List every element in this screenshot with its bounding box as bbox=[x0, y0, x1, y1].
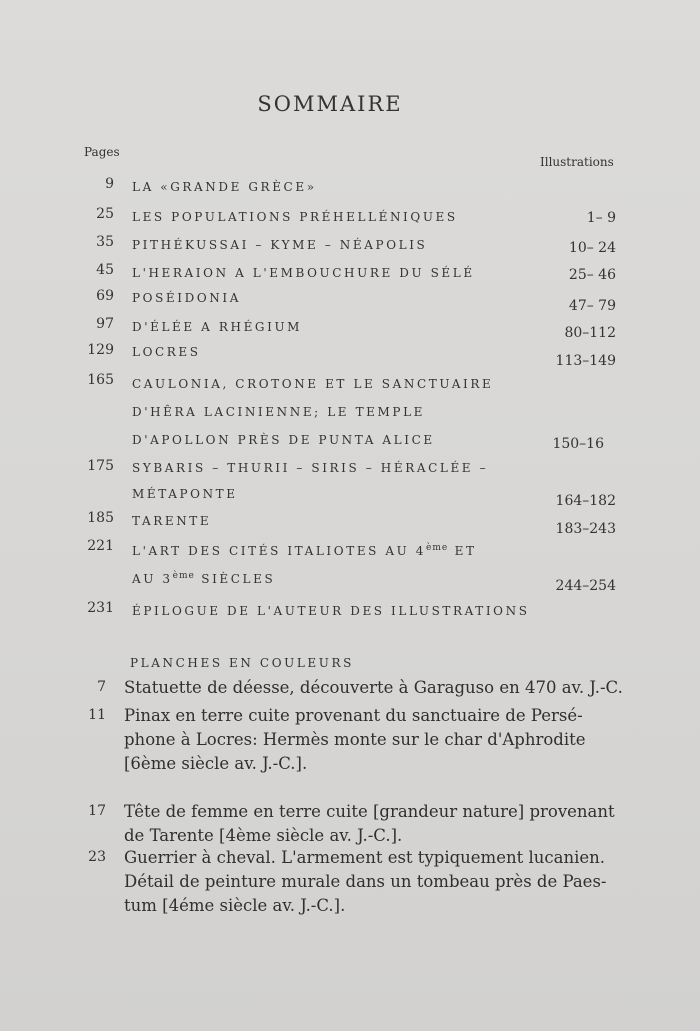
toc-entry bbox=[0, 510, 700, 537]
toc-illustrations: 164–182 bbox=[555, 493, 616, 509]
toc-page-number: 175 bbox=[87, 458, 114, 474]
toc-page-number: 97 bbox=[96, 316, 114, 332]
plate-line: tum [4éme siècle av. J.-C.]. bbox=[124, 896, 346, 915]
plate-description bbox=[124, 846, 614, 918]
toc-illustrations: 80–112 bbox=[564, 325, 616, 341]
toc-entry bbox=[0, 206, 700, 230]
toc-page-number: 69 bbox=[96, 288, 114, 304]
toc-entry bbox=[0, 234, 700, 258]
illustrations-column-header: Illustrations bbox=[540, 155, 614, 169]
toc-title-text: ET bbox=[448, 544, 477, 558]
toc-title: ÉPILOGUE DE L'AUTEUR DES ILLUSTRATIONS bbox=[132, 604, 530, 618]
pages-column-header: Pages bbox=[84, 145, 120, 159]
plate-line: Détail de peinture murale dans un tombeau près de Paes- bbox=[124, 872, 607, 891]
toc-title-line: CAULONIA, CROTONE ET LE SANCTUAIRE bbox=[132, 377, 494, 391]
toc-page-number: 9 bbox=[105, 176, 114, 192]
toc-page-number: 185 bbox=[87, 510, 114, 526]
toc-page-number: 231 bbox=[87, 600, 114, 616]
plate-page-number: 17 bbox=[88, 803, 106, 819]
plate-line: [6ème siècle av. J.-C.]. bbox=[124, 754, 308, 773]
plate-description bbox=[124, 800, 614, 848]
toc-title: POSÉIDONIA bbox=[132, 291, 241, 305]
toc-title-line: D'APOLLON PRÈS DE PUNTA ALICE bbox=[132, 433, 435, 447]
plate-line: Tête de femme en terre cuite [grandeur nature] provenant bbox=[124, 802, 615, 821]
toc-entry bbox=[0, 342, 700, 369]
plate-description bbox=[124, 704, 614, 776]
toc-title: LA «GRANDE GRÈCE» bbox=[132, 180, 317, 194]
toc-page-number: 221 bbox=[87, 538, 114, 554]
toc-illustrations: 244–254 bbox=[555, 578, 616, 594]
toc-title: L'HERAION A L'EMBOUCHURE DU SÉLÉ bbox=[132, 266, 475, 280]
plate-line: de Tarente [4ème siècle av. J.-C.]. bbox=[124, 826, 403, 845]
toc-entry bbox=[0, 458, 700, 514]
page-title: SOMMAIRE bbox=[257, 92, 403, 116]
toc-page-number: 25 bbox=[96, 206, 114, 222]
toc-illustrations: 47– 79 bbox=[568, 298, 616, 314]
plate-page-number: 7 bbox=[97, 679, 106, 695]
toc-title-text: L'ART DES CITÉS ITALIOTES AU 4 bbox=[132, 544, 427, 558]
toc-entry bbox=[0, 538, 700, 598]
plate-description bbox=[124, 676, 623, 700]
toc-page-number: 165 bbox=[87, 372, 114, 388]
toc-illustrations: 183–243 bbox=[555, 521, 616, 537]
plates-heading: PLANCHES EN COULEURS bbox=[130, 656, 354, 670]
toc-title-text: SIÈCLES bbox=[194, 572, 276, 586]
toc-page-number: 129 bbox=[87, 342, 114, 358]
toc-entry bbox=[0, 316, 700, 340]
toc-entry bbox=[0, 288, 700, 312]
toc-page-number: 35 bbox=[96, 234, 114, 250]
toc-illustrations: 150–16 bbox=[552, 436, 604, 452]
toc-title-line: MÉTAPONTE bbox=[132, 487, 238, 501]
toc-title-line bbox=[132, 543, 477, 558]
toc-title: LES POPULATIONS PRÉHELLÉNIQUES bbox=[132, 210, 458, 224]
toc-entry bbox=[0, 600, 700, 624]
toc-illustrations: 1– 9 bbox=[586, 210, 616, 226]
toc-title-line: D'HÊRA LACINIENNE; LE TEMPLE bbox=[132, 405, 426, 419]
toc-illustrations: 25– 46 bbox=[568, 267, 616, 283]
superscript: ème bbox=[172, 571, 195, 581]
plate-page-number: 11 bbox=[88, 707, 106, 723]
toc-title-text: AU 3 bbox=[132, 572, 173, 586]
toc-title: LOCRES bbox=[132, 345, 201, 359]
toc-entry bbox=[0, 372, 700, 456]
plate-line: Pinax en terre cuite provenant du sanctuaire de Persé- bbox=[124, 706, 583, 725]
toc-title-line bbox=[132, 571, 275, 586]
plate-line: phone à Locres: Hermès monte sur le char d'Aphrodite bbox=[124, 730, 586, 749]
superscript: ème bbox=[426, 543, 449, 553]
toc-title: TARENTE bbox=[132, 514, 212, 528]
toc-illustrations: 10– 24 bbox=[568, 240, 616, 256]
toc-title-line: SYBARIS – THURII – SIRIS – HÉRACLÉE – bbox=[132, 461, 489, 475]
plate-page-number: 23 bbox=[88, 849, 106, 865]
plate-line: Guerrier à cheval. L'armement est typiquement lucanien. bbox=[124, 848, 605, 867]
toc-entry bbox=[0, 176, 700, 200]
toc-illustrations: 113–149 bbox=[555, 353, 616, 369]
toc-page-number: 45 bbox=[96, 262, 114, 278]
toc-title: PITHÉKUSSAI – KYME – NÉAPOLIS bbox=[132, 238, 428, 252]
toc-entry bbox=[0, 262, 700, 286]
toc-title: D'ÉLÉE A RHÉGIUM bbox=[132, 320, 303, 334]
plate-line: Statuette de déesse, découverte à Garaguso en 470 av. J.-C. bbox=[124, 678, 623, 697]
